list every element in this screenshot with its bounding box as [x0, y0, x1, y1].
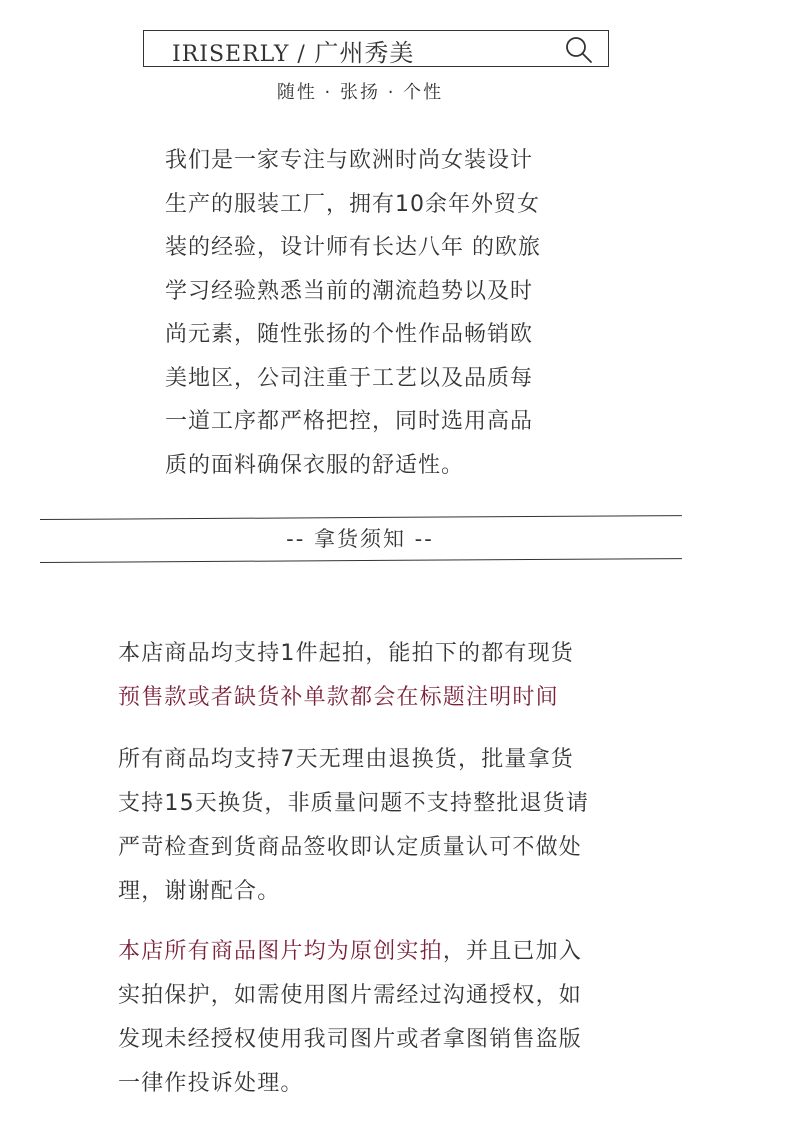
return-policy-note: [118, 738, 678, 914]
section-title: -- 拿货须知 --: [286, 527, 434, 551]
purchase-note-1: [118, 632, 678, 720]
note-line: [118, 930, 678, 974]
image-copyright-note: [118, 930, 678, 1106]
brand-name-en: IRISERLY /: [172, 42, 306, 67]
note-line: 一律作投诉处理。: [118, 1071, 304, 1096]
note-highlight: 本店所有商品图片均为原创实拍: [118, 939, 443, 964]
intro-line: 我们是一家专注与欧洲时尚女装设计: [165, 148, 534, 173]
intro-line: 美地区，公司注重于工艺以及品质每: [165, 365, 534, 391]
divider-bottom: [40, 558, 682, 563]
note-line: 本店商品均支持1件起拍，能拍下的都有现货: [118, 641, 574, 666]
brand-header: [143, 30, 609, 67]
intro-line: 学习经验熟悉当前的潮流趋势以及时: [165, 278, 534, 304]
intro-line: 一道工序都严格把控，同时选用高品: [165, 409, 534, 434]
note-line: 支持15天换货，非质量问题不支持整批退货请: [118, 791, 590, 816]
note-line: 实拍保护，如需使用图片需经过沟通授权，如: [118, 983, 583, 1008]
intro-line: 装的经验，设计师有长达八年 的欧旅: [165, 235, 541, 260]
intro-line: 尚元素，随性张扬的个性作品畅销欧: [165, 322, 534, 347]
brand-name-cn: 广州秀美: [314, 39, 415, 67]
brand-name: [172, 33, 414, 68]
note-line: 严苛检查到货商品签收即认定质量认可不做处: [118, 835, 583, 860]
divider-top: [40, 515, 682, 520]
note-line: 所有商品均支持7天无理由退换货，批量拿货: [118, 747, 574, 772]
note-line-highlight: 预售款或者缺货补单款都会在标题注明时间: [118, 685, 559, 710]
intro-line: 质的面料确保衣服的舒适性。: [165, 452, 465, 478]
brand-tagline: 随性 · 张扬 · 个性: [276, 82, 444, 103]
note-line: 理，谢谢配合。: [118, 879, 281, 904]
note-text: ，并且已加入: [442, 939, 583, 964]
note-line: 发现未经授权使用我司图片或者拿图销售盗版: [118, 1027, 583, 1052]
intro-line: 生产的服装工厂，拥有10余年外贸女: [165, 191, 540, 217]
company-intro: [165, 139, 585, 487]
search-icon[interactable]: [564, 35, 594, 65]
